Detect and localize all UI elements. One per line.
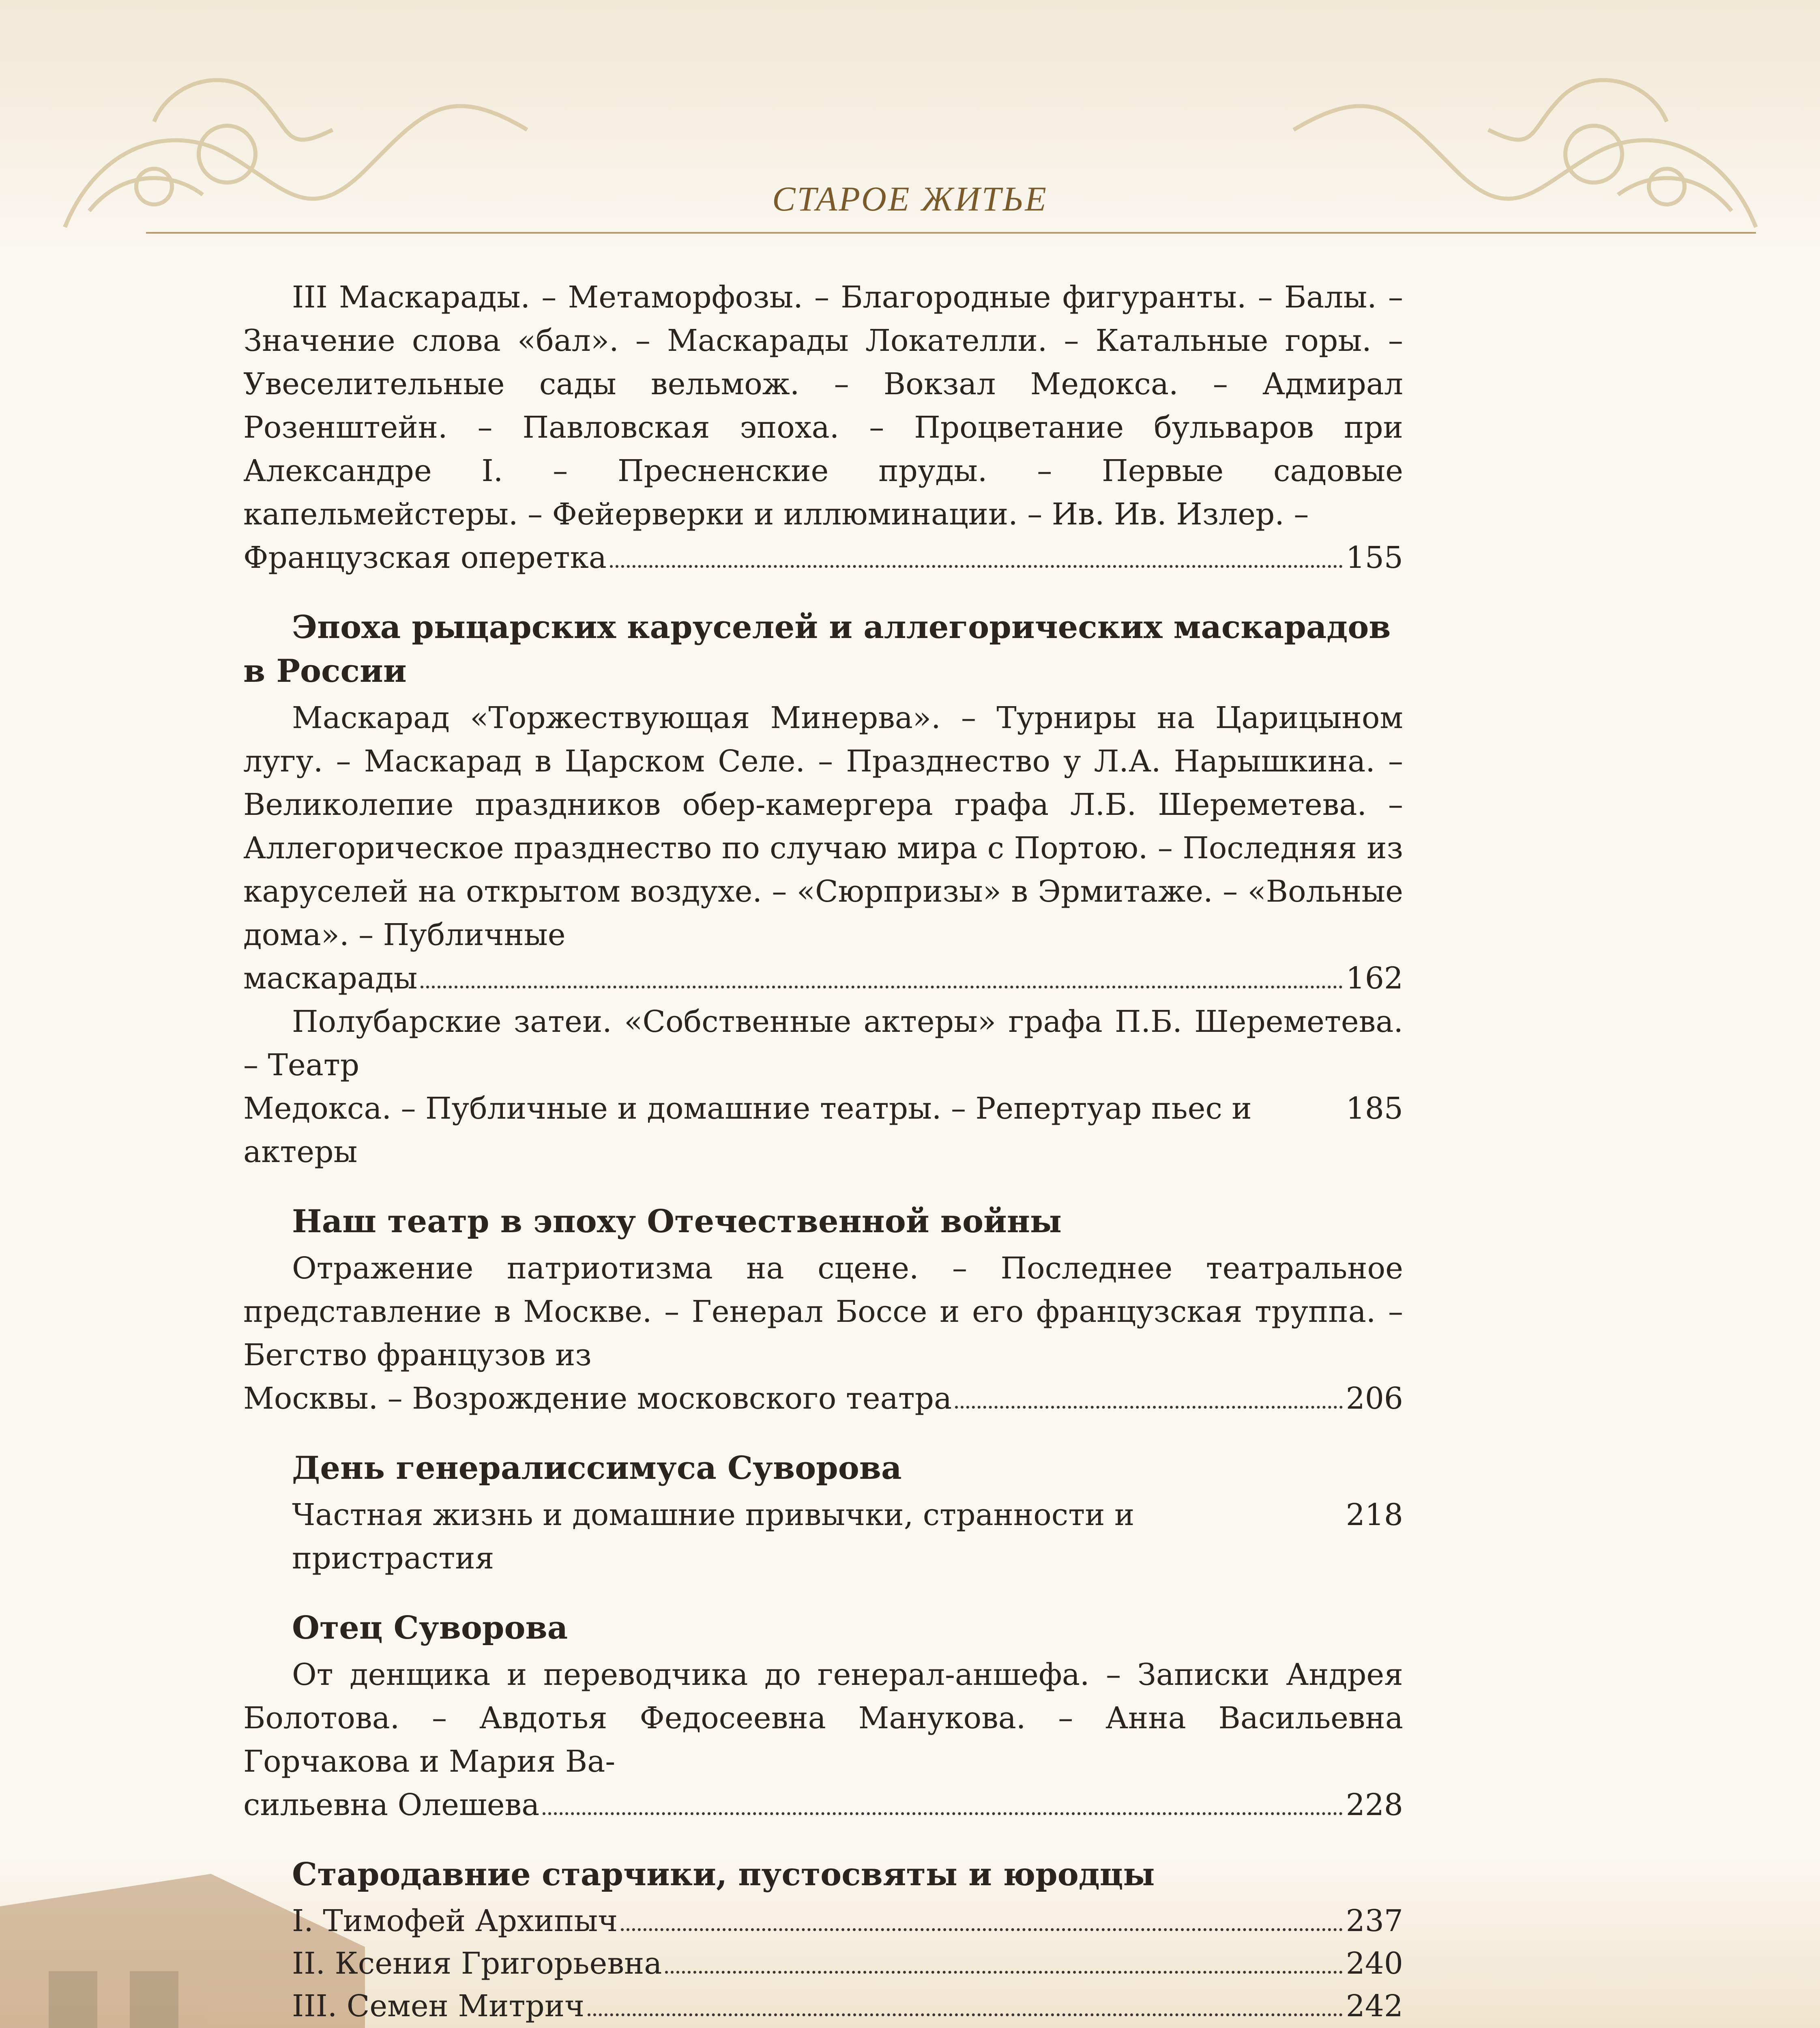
page-ref: 206 [1346, 1381, 1403, 1416]
dot-leader [610, 565, 1343, 568]
toc-section [243, 1446, 1403, 1580]
running-head: СТАРОЕ ЖИТЬЕ [772, 179, 1048, 218]
toc-line [243, 957, 1403, 1000]
dot-leader [543, 1812, 1342, 1815]
section-heading: Наш театр в эпоху Отечественной войны [292, 1203, 1062, 1240]
toc-paragraph [243, 1493, 1403, 1580]
dot-leader [955, 1406, 1343, 1409]
page-ref: 228 [1346, 1787, 1403, 1822]
toc-line [243, 1087, 1403, 1174]
entry-title: III. Семен Митрич [292, 1989, 584, 2024]
dot-leader [421, 986, 1342, 988]
toc-section [243, 1200, 1403, 1420]
toc-line [243, 1493, 1403, 1580]
dot-leader [588, 2013, 1343, 2016]
toc-section [243, 1853, 1403, 2028]
entry-title: I. Тимофей Архипыч [292, 1903, 618, 1938]
page-ref: 237 [1346, 1903, 1403, 1938]
toc-paragraph [243, 1247, 1403, 1420]
toc-paragraph [243, 1653, 1403, 1827]
toc-entry [292, 1985, 1403, 2028]
page-ref: 218 [1346, 1497, 1403, 1532]
page-ref: 240 [1346, 1946, 1403, 1981]
dot-leader [621, 1928, 1343, 1931]
paragraph-text: Полубарские затеи. «Собственные актеры» графа П.Б. Шереметева. – Театр [243, 1004, 1403, 1083]
line-text: Москвы. – Возрождение московского театра [243, 1381, 952, 1416]
toc-paragraph [243, 1000, 1403, 1174]
line-text: Медокса. – Публичные и домашние театры. – Репертуар пьес и актеры [243, 1091, 1252, 1169]
paragraph-text: От денщика и переводчика до генерал-аншефа. – Записки Андрея Болотова. – Авдотья Федосеевна Манукова. – Анна Васильевна Горчакова и Мария Ва- [243, 1657, 1403, 1779]
section-heading: Эпоха рыцарских каруселей и аллегорических маскарадов в России [243, 609, 1391, 690]
toc-section [243, 606, 1403, 1174]
toc-section [243, 276, 1403, 580]
toc-entry [292, 1942, 1403, 1985]
table-of-contents [243, 276, 1403, 2028]
toc-line [243, 1377, 1403, 1420]
section-heading: День генералиссимуса Суворова [292, 1450, 902, 1487]
entry-list [292, 1900, 1403, 2028]
header-rule [146, 232, 1756, 234]
line-text: Французская оперетка [243, 540, 607, 575]
paragraph-text: III Маскарады. – Метаморфозы. – Благородные фигуранты. – Балы. – Значение слова «бал». – Маскарады Локателли. – Катальные горы. – Увеселительные сады вельмож. – Вокзал Медокса. – Адмирал Розенштейн. – Павловская эпоха. – Процветание бульваров при Александре I. – Пресненские пруды. – Первые садовые капельмейстеры. – Фейерверки и иллюминации. – Ив. Ив. Излер. – [243, 280, 1403, 532]
ornament-header [0, 0, 1820, 260]
line-text: сильевна Олешева [243, 1787, 540, 1822]
page-ref: 162 [1346, 961, 1403, 996]
paragraph-text: Маскарад «Торжествующая Минерва». – Турниры на Царицыном лугу. – Маскарад в Царском Селе. – Празднество у Л.А. Нарышкина. – Великолепие праздников обер-камергера графа Л.Б. Шереметева. – Аллегорическое празднество по случаю мира с Портою. – Последняя из каруселей на открытом воздухе. – «Сюрпризы» в Эрмитаже. – «Вольные дома». – Публичные [243, 700, 1403, 952]
section-heading: Отец Суворова [292, 1609, 568, 1646]
line-text: маскарады [243, 961, 418, 996]
paragraph-text: Отражение патриотизма на сцене. – Последнее театральное представление в Москве. – Генерал Боссе и его французская труппа. – Бегство французов из [243, 1251, 1403, 1373]
dot-leader [665, 1971, 1342, 1974]
page-ref: 155 [1346, 540, 1403, 575]
toc-line [243, 1783, 1403, 1827]
line-text: Частная жизнь и домашние привычки, странности и пристрастия [292, 1497, 1135, 1576]
toc-section [243, 1606, 1403, 1827]
toc-entry [292, 1900, 1403, 1942]
page-ref: 185 [1346, 1091, 1403, 1126]
page-ref: 242 [1346, 1989, 1403, 2024]
toc-paragraph [243, 696, 1403, 1000]
entry-title: II. Ксения Григорьевна [292, 1946, 662, 1981]
section-heading: Стародавние старчики, пустосвяты и юродцы [292, 1856, 1155, 1893]
toc-paragraph [243, 276, 1403, 580]
toc-line [243, 536, 1403, 580]
